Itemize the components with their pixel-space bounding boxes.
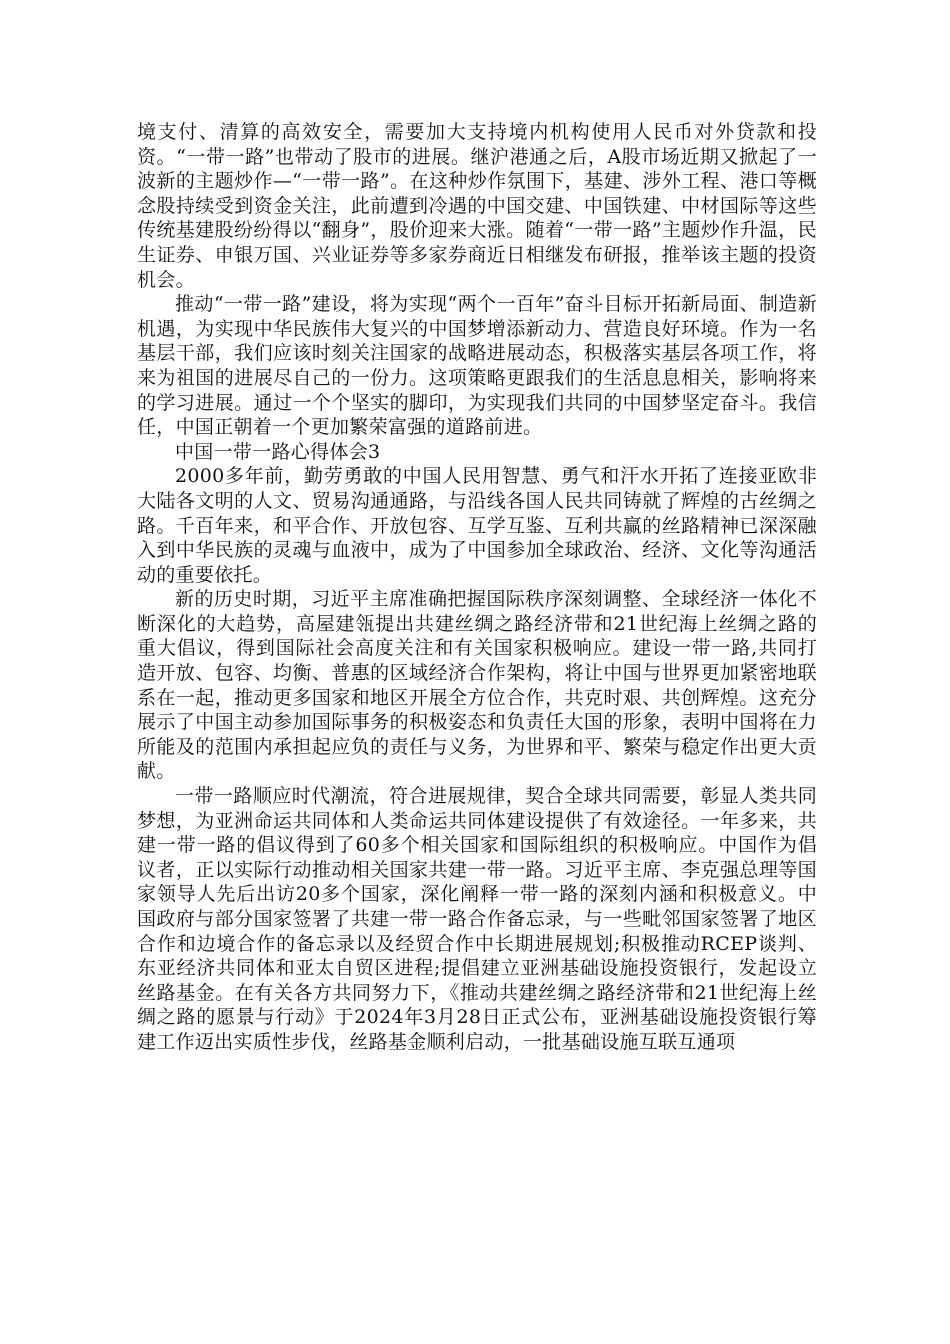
paragraph-new-era-initiative: 新的历史时期，习近平主席准确把握国际秩序深刻调整、全球经济一体化不断深化的大趋势，高屋建瓴提出共建丝绸之路经济带和21世纪海上丝绸之路的重大倡议，得到国际社会高度关注和有关国家积极响应。建设一带一路,共同打造开放、包容、均衡、普惠的区域经济合作架构，将让中国与世界更加紧密地联系在一起，推动更多国家和地区开展全方位合作，共克时艰、共创辉煌。这充分展示了中国主动参加国际事务的积极姿态和负责任大国的形象，表明中国将在力所能及的范围内承担起应负的责任与义务，为世界和平、繁荣与稳定作出更大贡献。 bbox=[137, 588, 817, 783]
paragraph-cooperation-progress: 一带一路顺应时代潮流，符合进展规律，契合全球共同需要，彰显人类共同梦想，为亚洲命运共同体和人类命运共同体建设提供了有效途径。一年多来，共建一带一路的倡议得到了60多个相关国家和国际组织的积极响应。中国作为倡议者，正以实际行动推动相关国家共建一带一路。习近平主席、李克强总理等国家领导人先后出访20多个国家，深化阐释一带一路的深刻内涵和积极意义。中国政府与部分国家签署了共建一带一路合作备忘录，与一些毗邻国家签署了地区合作和边境合作的备忘录以及经贸合作中长期进展规划;积极推动RCEP谈判、东亚经济共同体和亚太自贸区进程;提倡建立亚洲基础设施投资银行，发起设立丝路基金。在有关各方共同努力下，《推动共建丝绸之路经济带和21世纪海上丝绸之路的愿景与行动》于2024年3月28日正式公布，亚洲基础设施投资银行筹建工作迈出实质性步伐，丝路基金顺利启动，一批基础设施互联互通项 bbox=[137, 785, 817, 1053]
paragraph-continuation: 境支付、清算的高效安全，需要加大支持境内机构使用人民币对外贷款和投资。“一带一路”也带动了股市的进展。继沪港通之后，A股市场近期又掀起了一波新的主题炒作—“一带一路”。在这种炒作氛围下，基建、涉外工程、港口等概念股持续受到资金关注，此前遭到冷遇的中国交建、中国铁建、中材国际等这些传统基建股纷纷得以“翻身”，股价迎来大涨。随着“一带一路”主题炒作升温，民生证券、申银万国、兴业证券等多家券商近日相继发布研报，推举该主题的投资机会。 bbox=[137, 121, 817, 291]
paragraph-silk-road-history: 2000多年前，勤劳勇敢的中国人民用智慧、勇气和汗水开拓了连接亚欧非大陆各文明的人文、贸易沟通通路，与沿线各国人民共同铸就了辉煌的古丝绸之路。千百年来，和平合作、开放包容、互学互鉴、互利共赢的丝路精神已深深融入到中华民族的灵魂与血液中，成为了中国参加全球政治、经济、文化等沟通活动的重要依托。 bbox=[137, 465, 817, 586]
document-page bbox=[137, 120, 817, 1055]
section-heading: 中国一带一路心得体会3 bbox=[175, 440, 381, 463]
paragraph-belt-road-outlook: 推动“一带一路”建设，将为实现“两个一百年”奋斗目标开拓新局面、制造新机遇，为实现中华民族伟大复兴的中国梦增添新动力、营造良好环境。作为一名基层干部，我们应该时刻关注国家的战略进展动态，积极落实基层各项工作，将来为祖国的进展尽自己的一份力。这项策略更跟我们的生活息息相关，影响将来的学习进展。通过一个个坚实的脚印，为实现我们共同的中国梦坚定奋斗。我信任，中国正朝着一个更加繁荣富强的道路前进。 bbox=[137, 293, 817, 439]
